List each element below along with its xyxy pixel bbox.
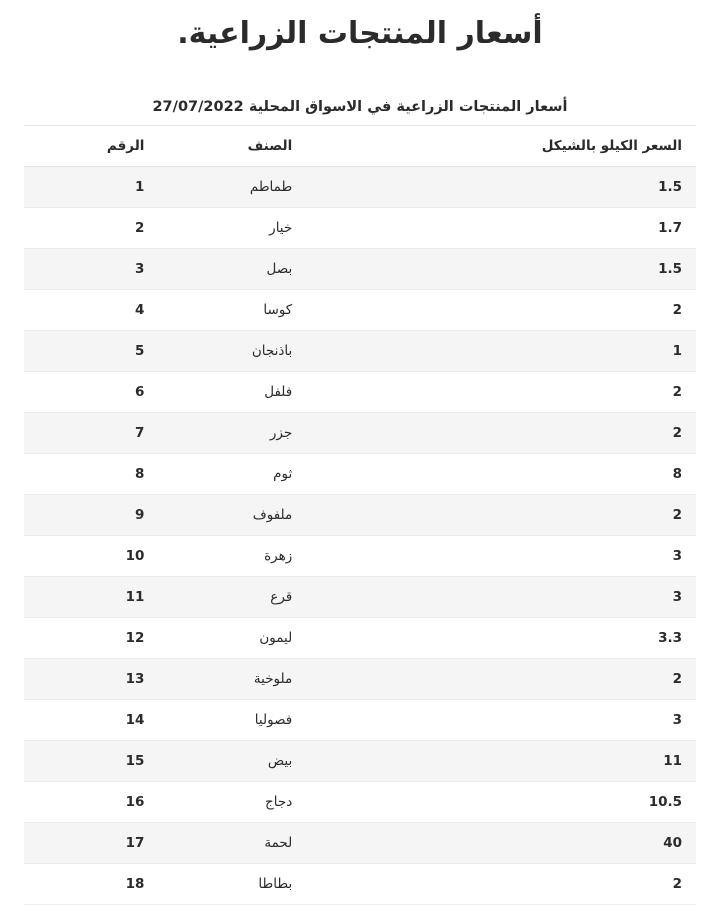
cell-number: 9 — [24, 495, 158, 536]
cell-price: 1.7 — [306, 208, 696, 249]
cell-number: 12 — [24, 618, 158, 659]
table-row — [24, 741, 696, 782]
cell-number: 15 — [24, 741, 158, 782]
cell-item: بيض — [158, 741, 306, 782]
cell-price: 2 — [306, 864, 696, 905]
cell-item: ثوم — [158, 454, 306, 495]
cell-price: 11 — [306, 741, 696, 782]
table-caption: أسعار المنتجات الزراعية في الاسواق المحلية 27/07/2022 — [152, 99, 568, 115]
cell-price: 3.3 — [306, 618, 696, 659]
cell-number: 13 — [24, 659, 158, 700]
cell-price: 1.5 — [306, 167, 696, 208]
cell-item: دجاج — [158, 782, 306, 823]
cell-price: 2 — [306, 372, 696, 413]
cell-item: ليمون — [158, 618, 306, 659]
cell-price: 1.5 — [306, 249, 696, 290]
table-row — [24, 659, 696, 700]
cell-price: 2 — [306, 290, 696, 331]
table-row — [24, 577, 696, 618]
cell-item: بطاطا — [158, 864, 306, 905]
table-header — [24, 126, 696, 167]
table-row — [24, 167, 696, 208]
cell-number: 6 — [24, 372, 158, 413]
cell-number: 16 — [24, 782, 158, 823]
table-row — [24, 864, 696, 905]
price-table-container — [24, 125, 696, 905]
table-row — [24, 823, 696, 864]
cell-item: فصوليا — [158, 700, 306, 741]
cell-item: فلفل — [158, 372, 306, 413]
table-body — [24, 167, 696, 905]
table-row — [24, 782, 696, 823]
cell-number: 1 — [24, 167, 158, 208]
cell-number: 14 — [24, 700, 158, 741]
cell-price: 2 — [306, 495, 696, 536]
cell-item: زهرة — [158, 536, 306, 577]
cell-price: 10.5 — [306, 782, 696, 823]
cell-item: جزر — [158, 413, 306, 454]
table-row — [24, 536, 696, 577]
cell-price: 1 — [306, 331, 696, 372]
column-header-number: الرقم — [24, 126, 158, 167]
table-row — [24, 495, 696, 536]
cell-number: 4 — [24, 290, 158, 331]
cell-item: باذنجان — [158, 331, 306, 372]
cell-item: بصل — [158, 249, 306, 290]
cell-price: 2 — [306, 659, 696, 700]
cell-item: طماطم — [158, 167, 306, 208]
table-header-row — [24, 126, 696, 167]
price-table — [24, 126, 696, 905]
cell-item: ملفوف — [158, 495, 306, 536]
cell-item: قرع — [158, 577, 306, 618]
cell-price: 2 — [306, 413, 696, 454]
table-row — [24, 413, 696, 454]
cell-item: كوسا — [158, 290, 306, 331]
cell-price: 3 — [306, 577, 696, 618]
column-header-price: السعر الكيلو بالشيكل — [306, 126, 696, 167]
cell-number: 11 — [24, 577, 158, 618]
cell-item: لحمة — [158, 823, 306, 864]
table-row — [24, 290, 696, 331]
table-row — [24, 454, 696, 495]
table-row — [24, 331, 696, 372]
page-title: أسعار المنتجات الزراعية. — [177, 16, 543, 51]
table-row — [24, 208, 696, 249]
document-page — [0, 14, 720, 911]
cell-item: خيار — [158, 208, 306, 249]
cell-number: 7 — [24, 413, 158, 454]
cell-number: 5 — [24, 331, 158, 372]
table-row — [24, 372, 696, 413]
cell-price: 3 — [306, 700, 696, 741]
cell-price: 8 — [306, 454, 696, 495]
cell-number: 2 — [24, 208, 158, 249]
cell-number: 3 — [24, 249, 158, 290]
cell-number: 8 — [24, 454, 158, 495]
column-header-item: الصنف — [158, 126, 306, 167]
cell-item: ملوخية — [158, 659, 306, 700]
table-row — [24, 700, 696, 741]
cell-number: 10 — [24, 536, 158, 577]
cell-price: 40 — [306, 823, 696, 864]
table-row — [24, 249, 696, 290]
cell-number: 18 — [24, 864, 158, 905]
cell-number: 17 — [24, 823, 158, 864]
cell-price: 3 — [306, 536, 696, 577]
table-row — [24, 618, 696, 659]
